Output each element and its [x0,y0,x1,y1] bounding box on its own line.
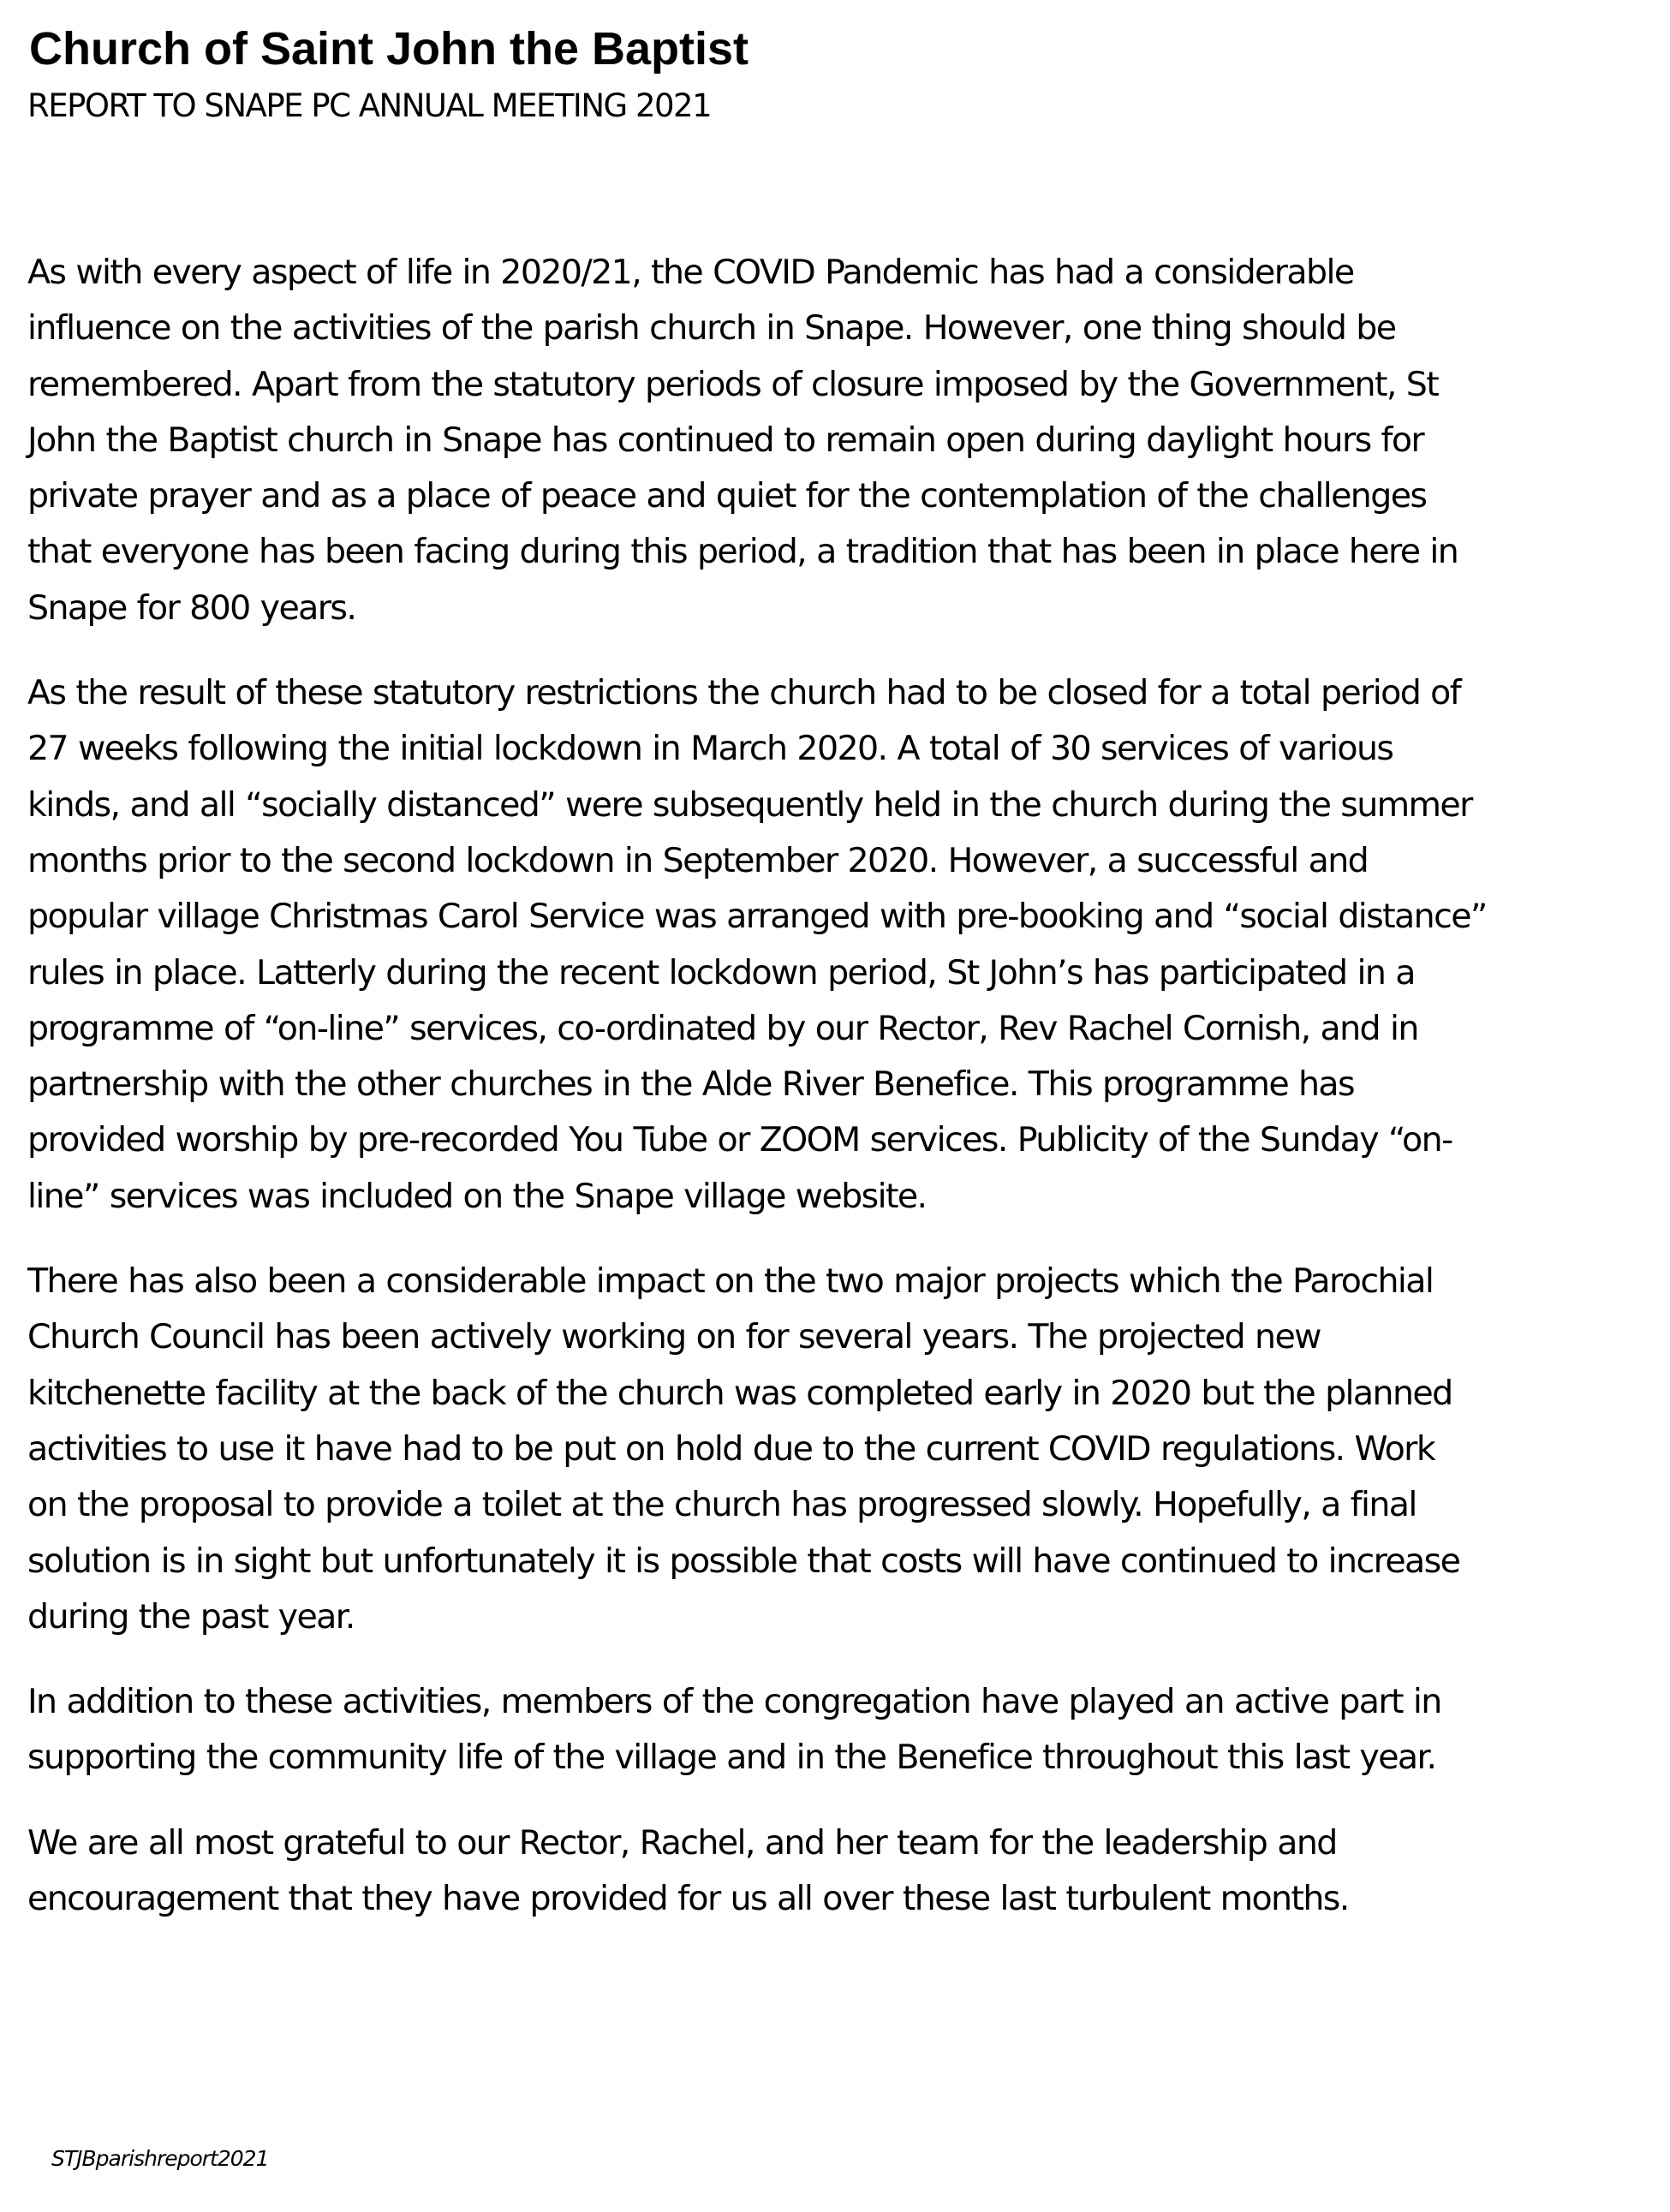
text-line: supporting the community life of the village and in the Benefice throughout this last year. [27,1738,1436,1778]
text-line: 27 weeks following the initial lockdown in March 2020. A total of 30 services of various [27,729,1393,769]
footer-filename: STJBparishreport2021 [51,2146,269,2171]
paragraph-community [27,1674,1637,1786]
document-subtitle: REPORT TO SNAPE PC ANNUAL MEETING 2021 [27,87,712,124]
text-line: activities to use it have had to be put on hold due to the current COVID regulations. Work [27,1428,1435,1469]
text-line: programme of “on-line” services, co-ordinated by our Rector, Rev Rachel Cornish, and in [27,1008,1418,1048]
text-line: remembered. Apart from the statutory periods of closure imposed by the Government, St [27,364,1439,404]
text-line: private prayer and as a place of peace and quiet for the contemplation of the challenges [27,476,1427,516]
document-title: Church of Saint John the Baptist [29,23,749,75]
text-line: months prior to the second lockdown in September 2020. However, a successful and [27,840,1369,880]
paragraph-projects [27,1254,1637,1645]
text-line: We are all most grateful to our Rector, Rachel, and her team for the leadership and [27,1822,1337,1863]
text-line: that everyone has been facing during this period, a tradition that has been in place here in [27,532,1458,572]
paragraph-gratitude [27,1816,1637,1928]
text-line: kinds, and all “socially distanced” were subsequently held in the church during the summer [27,784,1472,825]
text-line: popular village Christmas Carol Service was arranged with pre-booking and “social distance” [27,897,1487,937]
text-line: rules in place. Latterly during the recent lockdown period, St John’s has participated in a [27,952,1415,993]
text-line: In addition to these activities, members of the congregation have played an active part in [27,1682,1441,1722]
text-line: There has also been a considerable impact on the two major projects which the Parochial [27,1261,1434,1302]
text-line: solution is in sight but unfortunately it is possible that costs will have continued to increase [27,1541,1460,1581]
text-line: Snape for 800 years. [27,587,356,628]
text-line: kitchenette facility at the back of the church was completed early in 2020 but the planned [27,1373,1452,1413]
text-line: line” services was included on the Snape village website. [27,1176,927,1216]
text-line: John the Baptist church in Snape has continued to remain open during daylight hours for [27,420,1424,460]
text-line: during the past year. [27,1596,355,1637]
paragraph-covid-impact [27,245,1637,636]
document-body [27,245,1637,1956]
text-line: provided worship by pre-recorded You Tube or ZOOM services. Publicity of the Sunday “on- [27,1120,1452,1160]
text-line: encouragement that they have provided for us all over these last turbulent months. [27,1879,1349,1919]
text-line: partnership with the other churches in the Alde River Benefice. This programme has [27,1064,1355,1105]
paragraph-closures-services [27,665,1637,1225]
text-line: Church Council has been actively working on for several years. The projected new [27,1317,1321,1357]
text-line: influence on the activities of the parish church in Snape. However, one thing should be [27,308,1396,349]
text-line: As the result of these statutory restrictions the church had to be closed for a total period of [27,673,1461,713]
text-line: As with every aspect of life in 2020/21, the COVID Pandemic has had a considerable [27,253,1354,292]
text-line: on the proposal to provide a toilet at the church has progressed slowly. Hopefully, a final [27,1485,1417,1525]
